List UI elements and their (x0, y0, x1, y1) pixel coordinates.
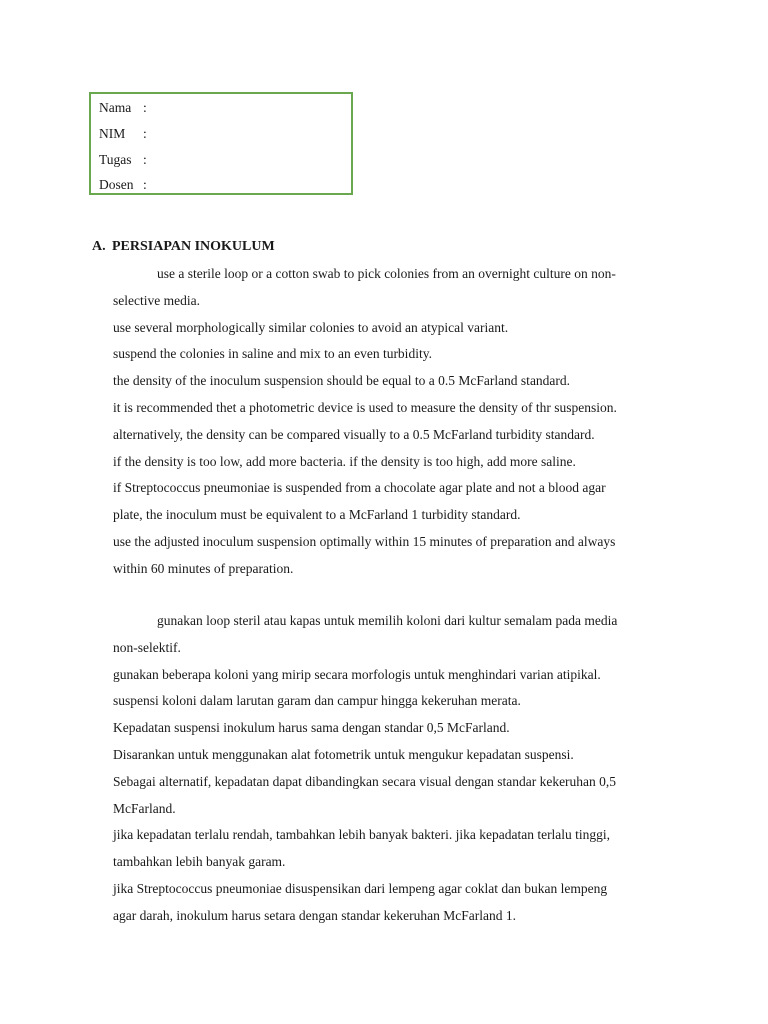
paragraph-line: Sebagai alternatif, kepadatan dapat dibandingkan secara visual dengan standar kekeruhan 0,5 (113, 773, 617, 789)
student-identity-box (89, 92, 353, 195)
paragraph-line: tambahkan lebih banyak garam. (113, 854, 286, 870)
identity-row-nama (99, 98, 147, 118)
identity-colon: : (143, 126, 147, 141)
paragraph-line: selective media. (113, 292, 200, 308)
paragraph-line: gunakan loop steril atau kapas untuk memilih koloni dari kultur semalam pada media (157, 613, 618, 628)
paragraph-line: agar darah, inokulum harus setara dengan standar kekeruhan McFarland 1. (113, 907, 516, 923)
indonesian-paragraph (113, 608, 678, 930)
paragraph-line: within 60 minutes of preparation. (113, 560, 294, 576)
paragraph-line: if the density is too low, add more bacteria. if the density is too high, add more saline. (113, 453, 576, 469)
paragraph-line: use a sterile loop or a cotton swab to pick colonies from an overnight culture on non- (157, 266, 616, 281)
paragraph-line: non-selektif. (113, 639, 181, 655)
paragraph-line: Kepadatan suspensi inokulum harus sama dengan standar 0,5 McFarland. (113, 720, 510, 736)
section-heading (92, 237, 275, 257)
identity-colon: : (143, 177, 147, 192)
identity-label: Nama (99, 100, 132, 115)
paragraph-line: use several morphologically similar colonies to avoid an atypical variant. (113, 319, 509, 335)
paragraph-line: it is recommended thet a photometric device is used to measure the density of thr suspension. (113, 399, 617, 415)
section-title: PERSIAPAN INOKULUM (112, 239, 275, 254)
paragraph-line: suspensi koloni dalam larutan garam dan campur hingga kekeruhan merata. (113, 693, 521, 709)
paragraph-line: use the adjusted inoculum suspension optimally within 15 minutes of preparation and always (113, 533, 616, 549)
identity-label: Tugas (99, 152, 132, 167)
paragraph-line: alternatively, the density can be compared visually to a 0.5 McFarland turbidity standard. (113, 426, 595, 442)
paragraph-line: Disarankan untuk menggunakan alat fotometrik untuk mengukur kepadatan suspensi. (113, 746, 574, 762)
identity-label: Dosen (99, 177, 134, 192)
identity-row-tugas (99, 150, 147, 170)
paragraph-line: if Streptococcus pneumoniae is suspended from a chocolate agar plate and not a blood agar (113, 480, 606, 496)
paragraph-line: plate, the inoculum must be equivalent to a McFarland 1 turbidity standard. (113, 507, 521, 523)
paragraph-line: the density of the inoculum suspension should be equal to a 0.5 McFarland standard. (113, 373, 571, 389)
paragraph-line: jika Streptococcus pneumoniae disuspensikan dari lempeng agar coklat dan bukan lempeng (113, 880, 608, 896)
english-paragraph (113, 261, 678, 583)
identity-row-dosen (99, 175, 147, 195)
paragraph-line: McFarland. (113, 800, 176, 816)
paragraph-line: suspend the colonies in saline and mix to an even turbidity. (113, 346, 432, 362)
paragraph-line: gunakan beberapa koloni yang mirip secara morfologis untuk menghindari varian atipikal. (113, 666, 601, 682)
identity-row-nim (99, 124, 147, 144)
identity-label: NIM (99, 126, 126, 141)
identity-colon: : (143, 152, 147, 167)
section-letter: A. (92, 239, 106, 254)
paragraph-line: jika kepadatan terlalu rendah, tambahkan lebih banyak bakteri. jika kepadatan terlalu tinggi, (113, 827, 611, 843)
identity-colon: : (143, 100, 147, 115)
